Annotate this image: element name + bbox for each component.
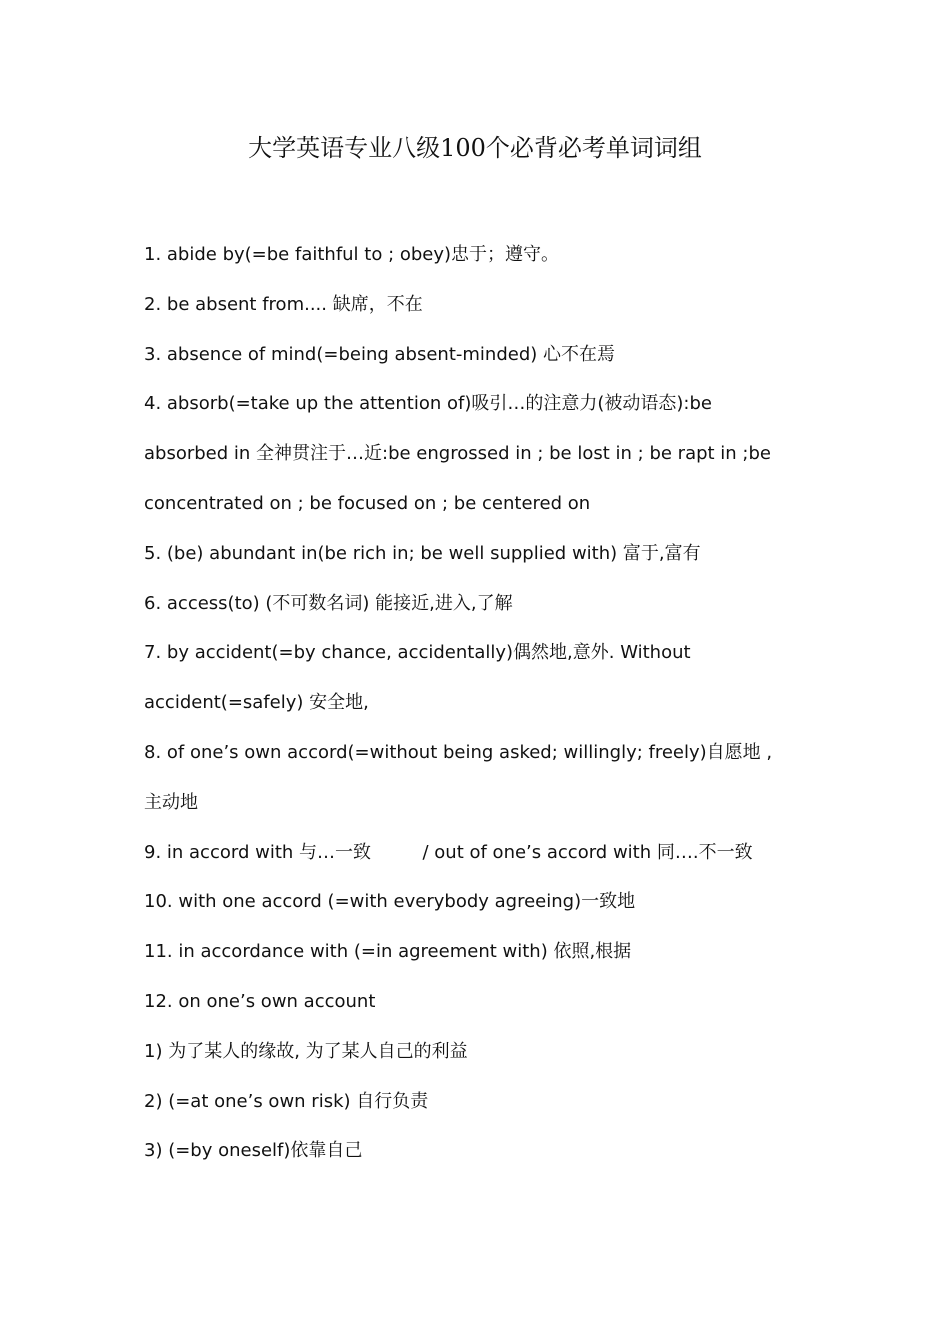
text-line: 10. with one accord (=with everybody agreeing)一致地: [144, 891, 636, 913]
text-line: 7. by accident(=by chance, accidentally)偶然地,意外. Without: [144, 642, 691, 664]
text-line: 9. in accord with 与…一致 / out of one’s accord with 同….不一致: [144, 841, 753, 863]
text-line: 6. access(to) (不可数名词) 能接近,进入,了解: [144, 592, 513, 614]
text-line: 3. absence of mind(=being absent-minded) 心不在焉: [144, 343, 615, 365]
text-line: 11. in accordance with (=in agreement with) 依照,根据: [144, 941, 632, 963]
text-line: 8. of one’s own accord(=without being asked; willingly; freely)自愿地 ,: [144, 741, 773, 763]
text-line: 2) (=at one’s own risk) 自行负责: [144, 1090, 429, 1112]
vocabulary-list: [144, 230, 824, 1176]
text-line: 3) (=by oneself)依靠自己: [144, 1140, 363, 1162]
text-line: 主动地: [144, 791, 198, 813]
text-line: concentrated on ; be focused on ; be centered on: [144, 492, 591, 514]
text-line: 1. abide by(=be faithful to ; obey)忠于；遵守。: [144, 244, 560, 265]
text-line: 4. absorb(=take up the attention of)吸引…的注意力(被动语态):be: [144, 393, 712, 415]
text-line: accident(=safely) 安全地,: [144, 692, 369, 714]
text-line: 12. on one’s own account: [144, 990, 376, 1012]
text-line: 2. be absent from.... 缺席，不在: [144, 293, 423, 315]
text-line: 1) 为了某人的缘故, 为了某人自己的利益: [144, 1040, 468, 1062]
document-title: 大学英语专业八级100个必背必考单词词组: [248, 134, 702, 162]
text-line: 5. (be) abundant in(be rich in; be well supplied with) 富于,富有: [144, 542, 701, 564]
text-line: absorbed in 全神贯注于…近:be engrossed in ; be lost in ; be rapt in ;be: [144, 443, 771, 465]
